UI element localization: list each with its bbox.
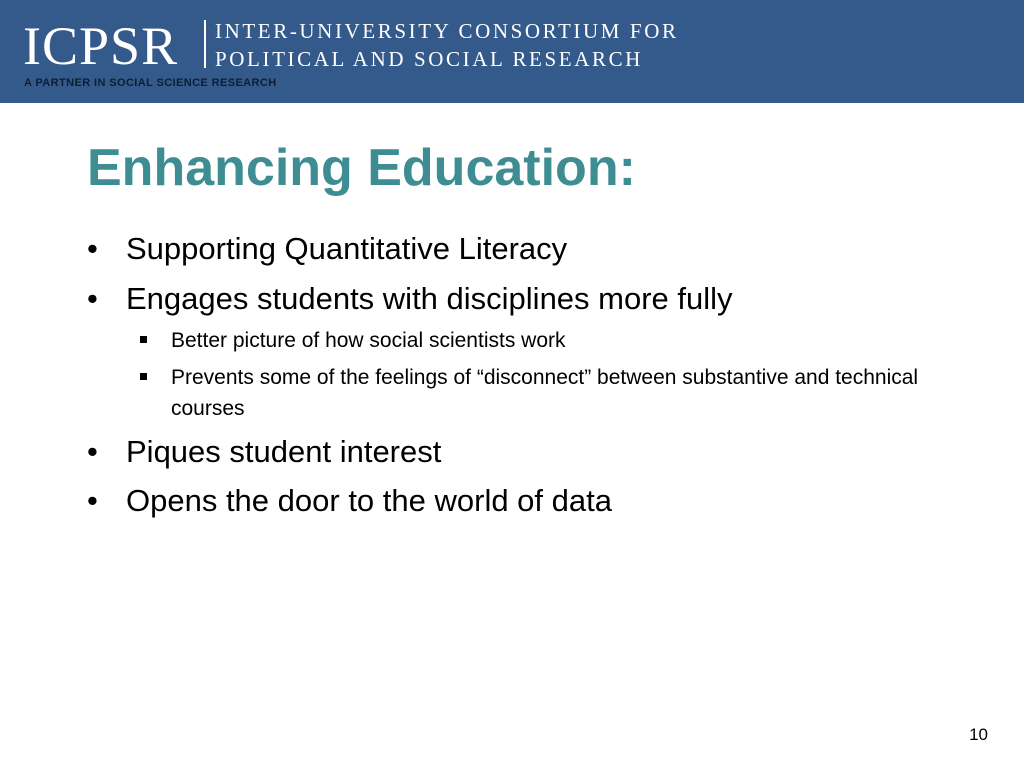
header-band <box>0 0 1024 103</box>
icpsr-logo: ICPSR <box>23 16 179 76</box>
bullet-text: Supporting Quantitative Literacy <box>126 231 568 266</box>
bullet-marker: • <box>87 434 98 469</box>
bullet-marker: • <box>87 483 98 518</box>
bullet-text: Opens the door to the world of data <box>126 483 612 518</box>
square-bullet-icon <box>140 373 147 380</box>
slide-title: Enhancing Education: <box>87 139 636 197</box>
page-number: 10 <box>969 725 988 744</box>
square-bullet-icon <box>140 336 147 343</box>
bullet-text: Engages students with disciplines more fully <box>126 281 733 316</box>
org-name-line-1: INTER-UNIVERSITY CONSORTIUM FOR <box>215 19 679 43</box>
logo-divider <box>204 20 206 68</box>
bullet-text: Piques student interest <box>126 434 442 469</box>
sub-bullet-text: Better picture of how social scientists work <box>171 329 566 352</box>
tagline: A PARTNER IN SOCIAL SCIENCE RESEARCH <box>24 77 277 89</box>
bullet-marker: • <box>87 281 98 316</box>
org-name-line-2: POLITICAL AND SOCIAL RESEARCH <box>215 47 643 71</box>
organization-name <box>215 17 679 73</box>
sub-bullet-text: Prevents some of the feelings of “disconnect” between substantive and technical courses <box>171 366 919 420</box>
bullet-marker: • <box>87 231 98 266</box>
